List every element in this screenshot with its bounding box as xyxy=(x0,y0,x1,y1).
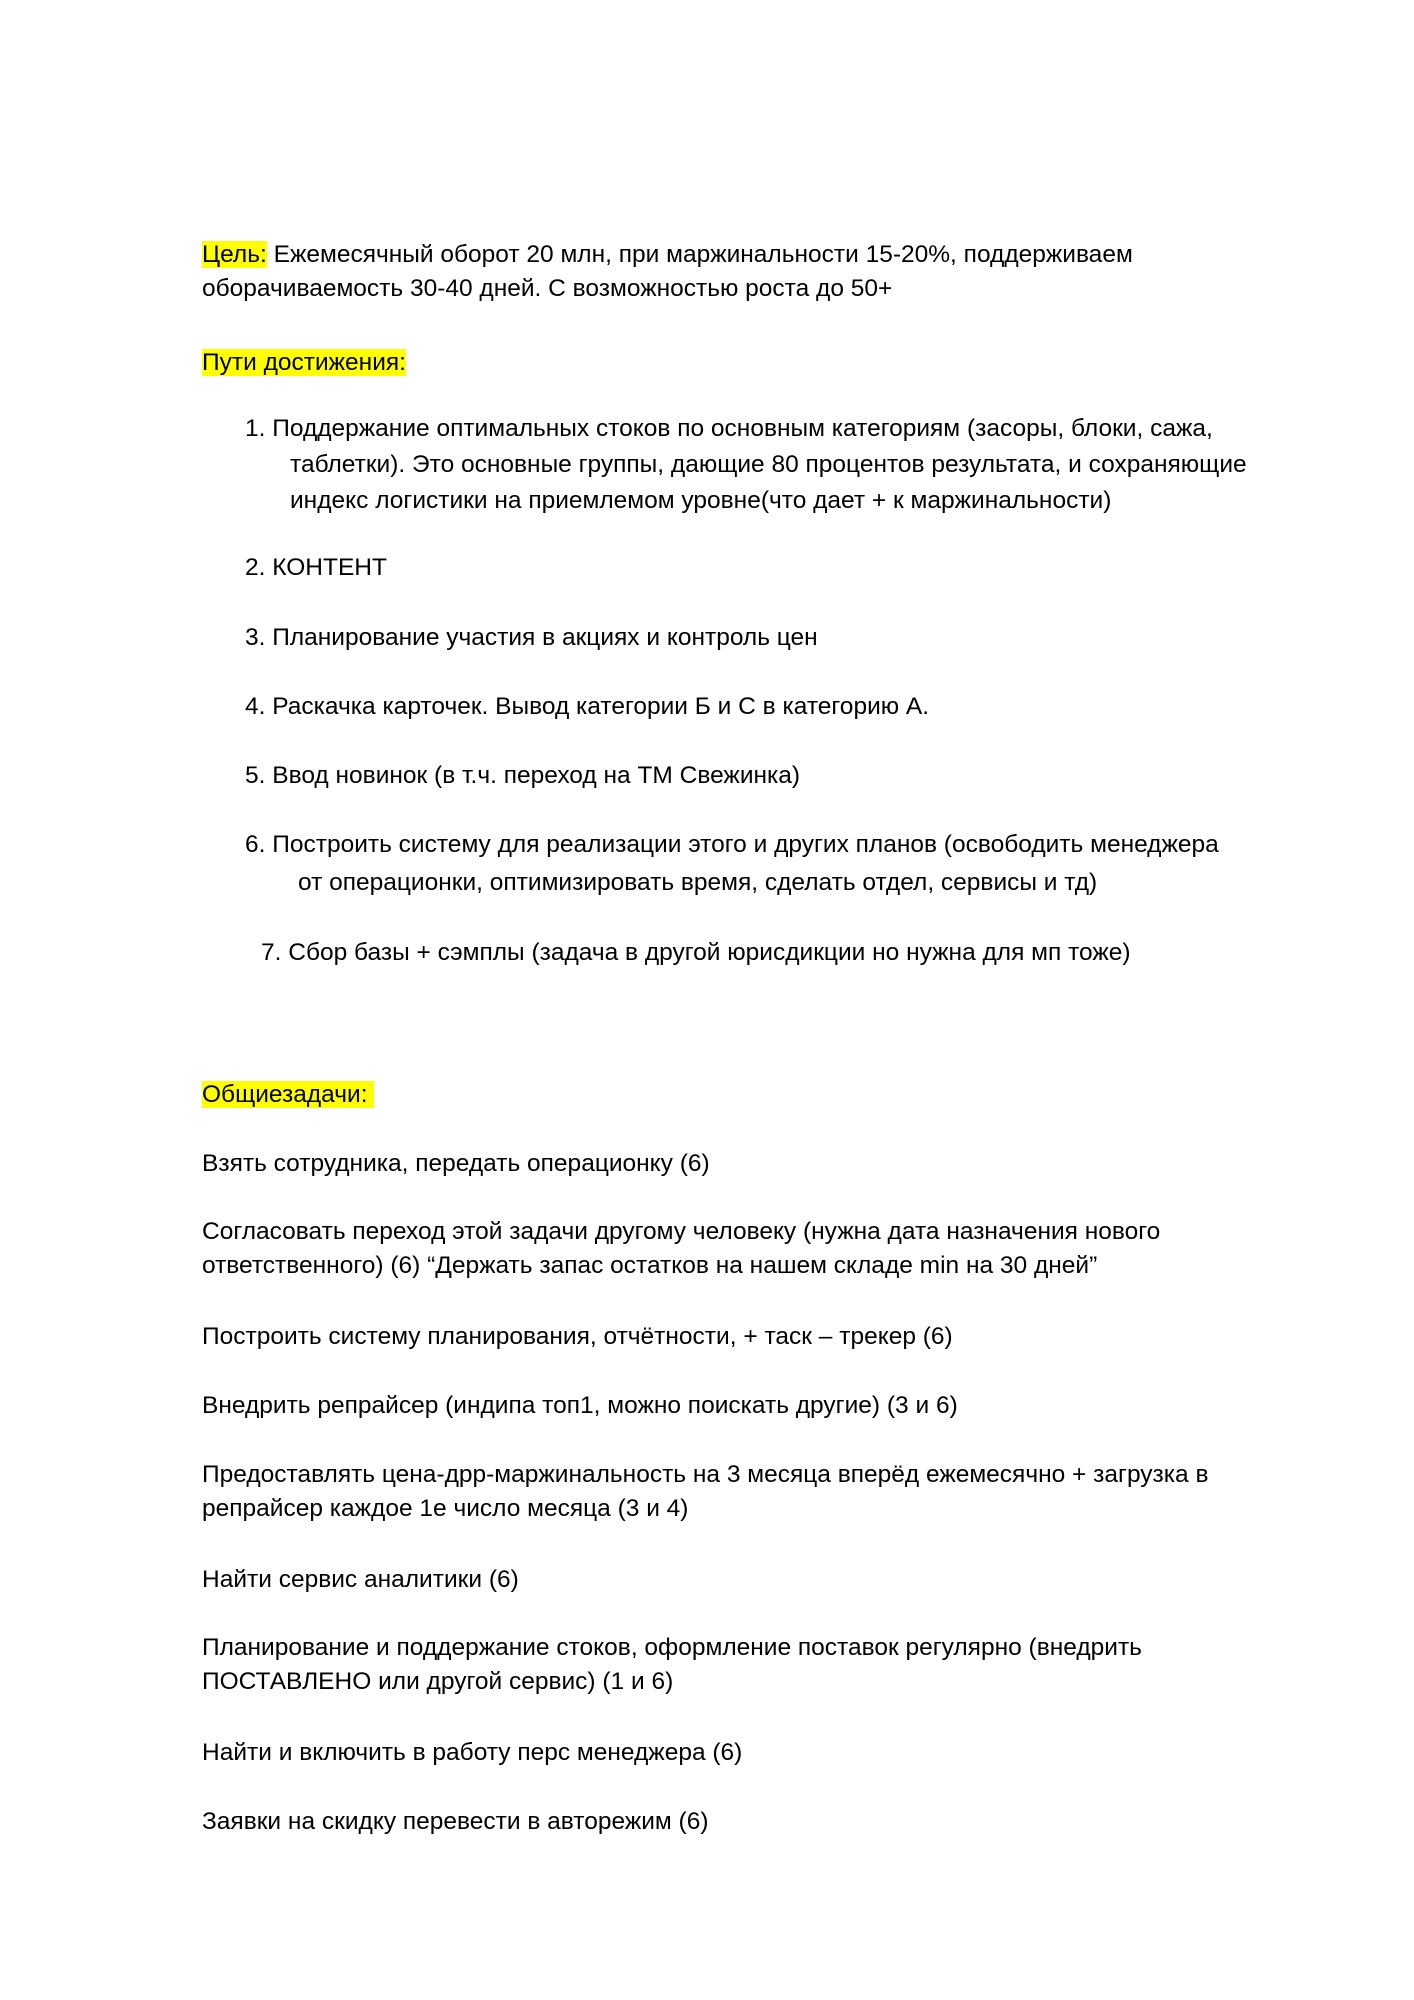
task-1: Взять сотрудника, передать операционку (6) xyxy=(202,1150,710,1177)
goal-line-1 xyxy=(202,238,1342,272)
task-9: Заявки на скидку перевести в авторежим (6) xyxy=(202,1808,709,1835)
list-item-7 xyxy=(261,936,1401,970)
tasks-heading-text: Общиезадачи: xyxy=(202,1081,368,1108)
list-number: 2. xyxy=(245,554,266,581)
list-number: 6. xyxy=(245,831,266,858)
list-number: 5. xyxy=(245,762,266,789)
list-item-6-line-2: от операционки, оптимизировать время, сделать отдел, сервисы и тд) xyxy=(298,869,1098,896)
task-4: Внедрить репрайсер (индипа топ1, можно поискать другие) (3 и 6) xyxy=(202,1392,958,1419)
list-item-6 xyxy=(245,828,1385,862)
list-item-1-line-2: таблетки). Это основные группы, дающие 80 процентов результата, и сохраняющие xyxy=(290,451,1247,478)
paths-heading xyxy=(202,346,1342,380)
list-number: 3. xyxy=(245,624,266,651)
tasks-heading xyxy=(202,1078,1342,1112)
list-text: Раскачка карточек. Вывод категории Б и С в категорию А. xyxy=(265,693,930,720)
goal-text-1: Ежемесячный оборот 20 млн, при маржинальности 15-20%, поддерживаем xyxy=(266,241,1133,268)
list-text: Ввод новинок (в т.ч. переход на ТМ Свежинка) xyxy=(265,762,801,789)
list-text: Планирование участия в акциях и контроль цен xyxy=(265,624,818,651)
task-7: Планирование и поддержание стоков, оформление поставок регулярно (внедрить xyxy=(202,1634,1142,1661)
list-text: Поддержание оптимальных стоков по основным категориям (засоры, блоки, сажа, xyxy=(265,415,1213,442)
paths-heading-text: Пути достижения: xyxy=(202,349,406,376)
list-item-5 xyxy=(245,759,1385,793)
list-number: 4. xyxy=(245,693,266,720)
task-3: Построить систему планирования, отчётности, + таск – трекер (6) xyxy=(202,1323,953,1350)
task-6: Найти сервис аналитики (6) xyxy=(202,1566,519,1593)
task-2: Согласовать переход этой задачи другому человеку (нужна дата назначения нового xyxy=(202,1218,1161,1245)
list-text: Сбор базы + сэмплы (задача в другой юрисдикции но нужна для мп тоже) xyxy=(281,939,1131,966)
task-5-line-2: репрайсер каждое 1е число месяца (3 и 4) xyxy=(202,1495,689,1522)
list-item-3 xyxy=(245,621,1385,655)
list-text: КОНТЕНТ xyxy=(265,554,387,581)
task-5: Предоставлять цена-дрр-маржинальность на 3 месяца вперёд ежемесячно + загрузка в xyxy=(202,1461,1209,1488)
task-7-line-2: ПОСТАВЛЕНО или другой сервис) (1 и 6) xyxy=(202,1668,674,1695)
task-2-line-2: ответственного) (6) “Держать запас остатков на нашем складе min на 30 дней” xyxy=(202,1252,1098,1279)
list-text: Построить систему для реализации этого и других планов (освободить менеджера xyxy=(265,831,1219,858)
list-item-1 xyxy=(245,412,1385,446)
goal-label: Цель: xyxy=(202,241,267,268)
list-number: 1. xyxy=(245,415,266,442)
goal-line-2: оборачиваемость 30-40 дней. С возможностью роста до 50+ xyxy=(202,275,893,302)
list-item-1-line-3: индекс логистики на приемлемом уровне(что дает + к маржинальности) xyxy=(290,487,1112,514)
list-item-2 xyxy=(245,551,1385,585)
list-number: 7. xyxy=(261,939,282,966)
list-item-4 xyxy=(245,690,1385,724)
task-8: Найти и включить в работу перс менеджера (6) xyxy=(202,1739,743,1766)
